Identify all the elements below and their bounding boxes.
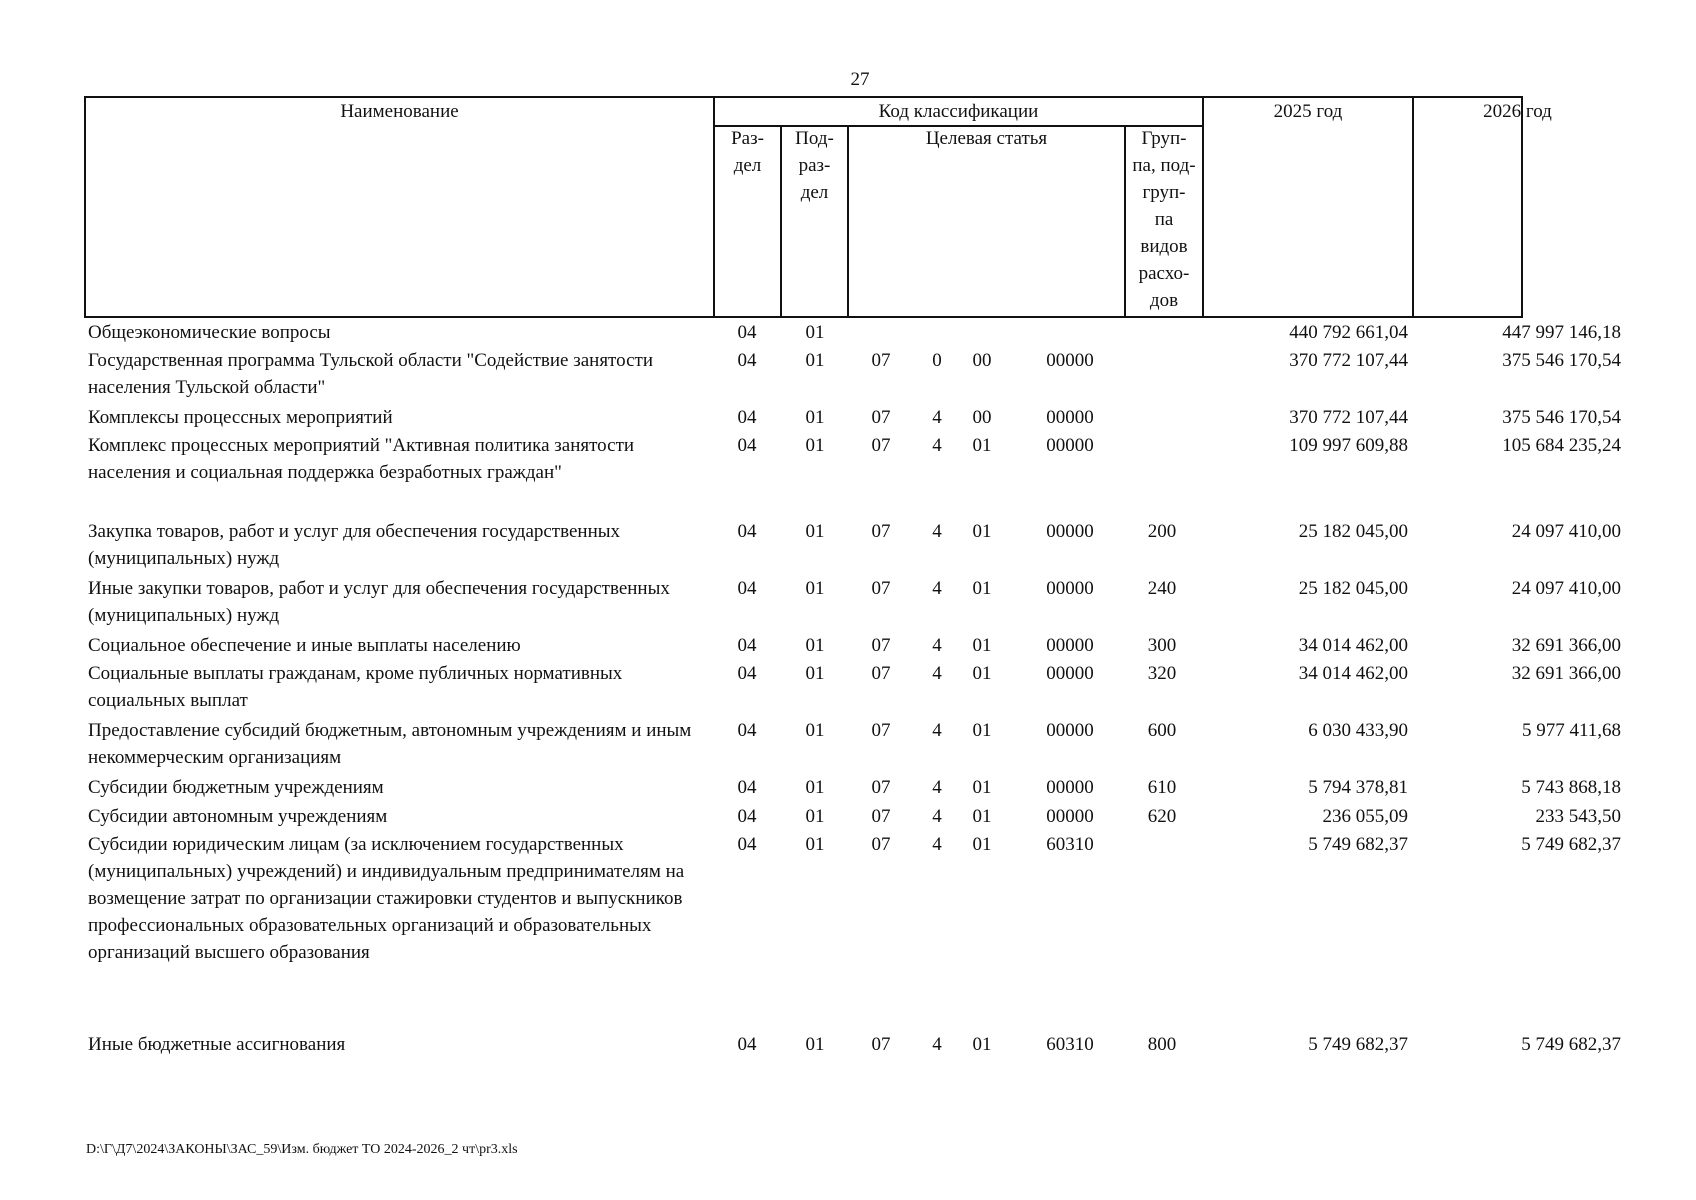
row-type: 4 [932, 435, 942, 456]
row-expense-group: 320 [1147, 663, 1177, 684]
row-subprogram: 01 [972, 720, 992, 741]
row-podrazdel: 01 [805, 663, 825, 684]
row-amount-2025: 5 794 378,81 [1308, 777, 1408, 798]
row-podrazdel: 01 [805, 834, 825, 855]
row-amount-2026: 5 743 868,18 [1521, 777, 1621, 798]
row-name: Предоставление субсидий бюджетным, автономным учреждениям и иным некоммерческим организациям [88, 720, 692, 768]
row-razdel: 04 [737, 322, 757, 343]
row-amount-2025: 370 772 107,44 [1289, 350, 1408, 371]
row-name: Государственная программа Тульской области "Содействие занятости населения Тульской области" [88, 350, 653, 398]
header-podrazdel: Под- раз- дел [795, 128, 834, 203]
row-amount-2025: 5 749 682,37 [1308, 834, 1408, 855]
page-number: 27 [850, 69, 870, 90]
row-podrazdel: 01 [805, 777, 825, 798]
row-amount-2026: 32 691 366,00 [1511, 663, 1621, 684]
row-podrazdel: 01 [805, 322, 825, 343]
row-amount-2025: 440 792 661,04 [1289, 322, 1408, 343]
row-name: Комплексы процессных мероприятий [88, 407, 393, 428]
table-header [84, 96, 1552, 318]
row-name: Иные бюджетные ассигнования [88, 1034, 346, 1055]
row-name: Комплекс процессных мероприятий "Активная политика занятости населения и социальная поддержка безработных граждан" [88, 435, 635, 483]
footer-file-path: D:\Г\Д7\2024\ЗАКОНЫ\ЗАС_59\Изм. бюджет ТО 2024-2026_2 чт\pr3.xls [86, 1142, 518, 1157]
row-type: 4 [932, 806, 942, 827]
row-razdel: 04 [737, 663, 757, 684]
row-razdel: 04 [737, 435, 757, 456]
row-direction: 60310 [1046, 834, 1094, 855]
row-amount-2025: 25 182 045,00 [1298, 521, 1408, 542]
row-program: 07 [871, 435, 891, 456]
row-name: Субсидии юридическим лицам (за исключением государственных (муниципальных) учреждений) и индивидуальным предпринимателям на возмещение затрат по организации стажировки студентов и выпускников профессиональных образовательных организаций и образовательных организаций высшего образования [88, 834, 685, 963]
row-program: 07 [871, 834, 891, 855]
row-name: Общеэкономические вопросы [88, 322, 331, 343]
row-type: 4 [932, 407, 942, 428]
row-razdel: 04 [737, 521, 757, 542]
row-type: 4 [932, 635, 942, 656]
row-razdel: 04 [737, 1034, 757, 1055]
row-razdel: 04 [737, 635, 757, 656]
header-divider [847, 125, 849, 316]
row-type: 4 [932, 663, 942, 684]
row-type: 4 [932, 1034, 942, 1055]
row-subprogram: 00 [972, 350, 992, 371]
row-amount-2025: 34 014 462,00 [1298, 663, 1408, 684]
row-subprogram: 01 [972, 834, 992, 855]
row-expense-group: 240 [1147, 578, 1177, 599]
header-razdel: Раз- дел [731, 128, 764, 176]
row-amount-2026: 5 749 682,37 [1521, 834, 1621, 855]
row-program: 07 [871, 806, 891, 827]
row-amount-2025: 5 749 682,37 [1308, 1034, 1408, 1055]
row-name: Социальное обеспечение и иные выплаты населению [88, 635, 521, 656]
row-type: 0 [932, 350, 942, 371]
row-amount-2025: 6 030 433,90 [1308, 720, 1408, 741]
row-expense-group: 200 [1147, 521, 1177, 542]
row-subprogram: 01 [972, 578, 992, 599]
row-type: 4 [932, 720, 942, 741]
header-code-group: Код классификации [878, 101, 1039, 122]
row-razdel: 04 [737, 578, 757, 599]
row-podrazdel: 01 [805, 635, 825, 656]
row-razdel: 04 [737, 720, 757, 741]
row-amount-2026: 24 097 410,00 [1511, 521, 1621, 542]
row-name: Субсидии бюджетным учреждениям [88, 777, 384, 798]
row-amount-2026: 375 546 170,54 [1502, 407, 1621, 428]
row-subprogram: 01 [972, 777, 992, 798]
header-year-2025: 2025 год [1273, 101, 1343, 122]
row-amount-2026: 375 546 170,54 [1502, 350, 1621, 371]
row-expense-group: 300 [1147, 635, 1177, 656]
row-subprogram: 01 [972, 521, 992, 542]
row-razdel: 04 [737, 350, 757, 371]
row-direction: 60310 [1046, 1034, 1094, 1055]
row-direction: 00000 [1046, 663, 1094, 684]
row-razdel: 04 [737, 777, 757, 798]
row-podrazdel: 01 [805, 350, 825, 371]
row-direction: 00000 [1046, 407, 1094, 428]
row-subprogram: 01 [972, 635, 992, 656]
row-amount-2026: 32 691 366,00 [1511, 635, 1621, 656]
row-expense-group: 800 [1147, 1034, 1177, 1055]
row-program: 07 [871, 663, 891, 684]
row-type: 4 [932, 578, 942, 599]
row-podrazdel: 01 [805, 435, 825, 456]
row-type: 4 [932, 521, 942, 542]
row-subprogram: 01 [972, 663, 992, 684]
row-name: Субсидии автономным учреждениям [88, 806, 388, 827]
row-amount-2025: 25 182 045,00 [1298, 578, 1408, 599]
header-divider [1202, 98, 1204, 316]
header-divider [1412, 98, 1414, 316]
row-razdel: 04 [737, 834, 757, 855]
row-subprogram: 01 [972, 1034, 992, 1055]
row-amount-2026: 5 977 411,68 [1521, 720, 1621, 741]
row-amount-2026: 105 684 235,24 [1502, 435, 1621, 456]
row-amount-2026: 24 097 410,00 [1511, 578, 1621, 599]
row-amount-2026: 5 749 682,37 [1521, 1034, 1621, 1055]
row-program: 07 [871, 720, 891, 741]
row-type: 4 [932, 777, 942, 798]
row-razdel: 04 [737, 407, 757, 428]
row-podrazdel: 01 [805, 521, 825, 542]
row-podrazdel: 01 [805, 407, 825, 428]
row-name: Закупка товаров, работ и услуг для обеспечения государственных (муниципальных) нужд [88, 521, 621, 569]
row-subprogram: 01 [972, 435, 992, 456]
row-podrazdel: 01 [805, 1034, 825, 1055]
row-direction: 00000 [1046, 350, 1094, 371]
row-program: 07 [871, 777, 891, 798]
row-program: 07 [871, 1034, 891, 1055]
row-direction: 00000 [1046, 777, 1094, 798]
row-name: Иные закупки товаров, работ и услуг для обеспечения государственных (муниципальных) нужд [88, 578, 670, 626]
row-direction: 00000 [1046, 578, 1094, 599]
header-vr-group: Груп- па, под- груп- па видов расхо- дов [1132, 128, 1196, 311]
row-podrazdel: 01 [805, 806, 825, 827]
row-amount-2025: 236 055,09 [1322, 806, 1408, 827]
row-direction: 00000 [1046, 435, 1094, 456]
row-subprogram: 00 [972, 407, 992, 428]
row-direction: 00000 [1046, 806, 1094, 827]
row-direction: 00000 [1046, 521, 1094, 542]
row-amount-2025: 34 014 462,00 [1298, 635, 1408, 656]
header-year-2026: 2026 год [1483, 101, 1552, 122]
row-amount-2025: 370 772 107,44 [1289, 407, 1408, 428]
row-name: Социальные выплаты гражданам, кроме публичных нормативных социальных выплат [88, 663, 623, 711]
row-program: 07 [871, 578, 891, 599]
row-expense-group: 600 [1147, 720, 1177, 741]
row-podrazdel: 01 [805, 578, 825, 599]
row-amount-2025: 109 997 609,88 [1289, 435, 1408, 456]
row-direction: 00000 [1046, 720, 1094, 741]
row-program: 07 [871, 521, 891, 542]
row-program: 07 [871, 350, 891, 371]
row-expense-group: 620 [1147, 806, 1177, 827]
row-subprogram: 01 [972, 806, 992, 827]
row-amount-2026: 233 543,50 [1535, 806, 1621, 827]
row-expense-group: 610 [1147, 777, 1177, 798]
row-podrazdel: 01 [805, 720, 825, 741]
row-direction: 00000 [1046, 635, 1094, 656]
row-amount-2026: 447 997 146,18 [1502, 322, 1621, 343]
header-target-article: Целевая статья [925, 128, 1048, 149]
row-program: 07 [871, 407, 891, 428]
row-program: 07 [871, 635, 891, 656]
header-name: Наименование [340, 101, 459, 122]
row-type: 4 [932, 834, 942, 855]
row-razdel: 04 [737, 806, 757, 827]
